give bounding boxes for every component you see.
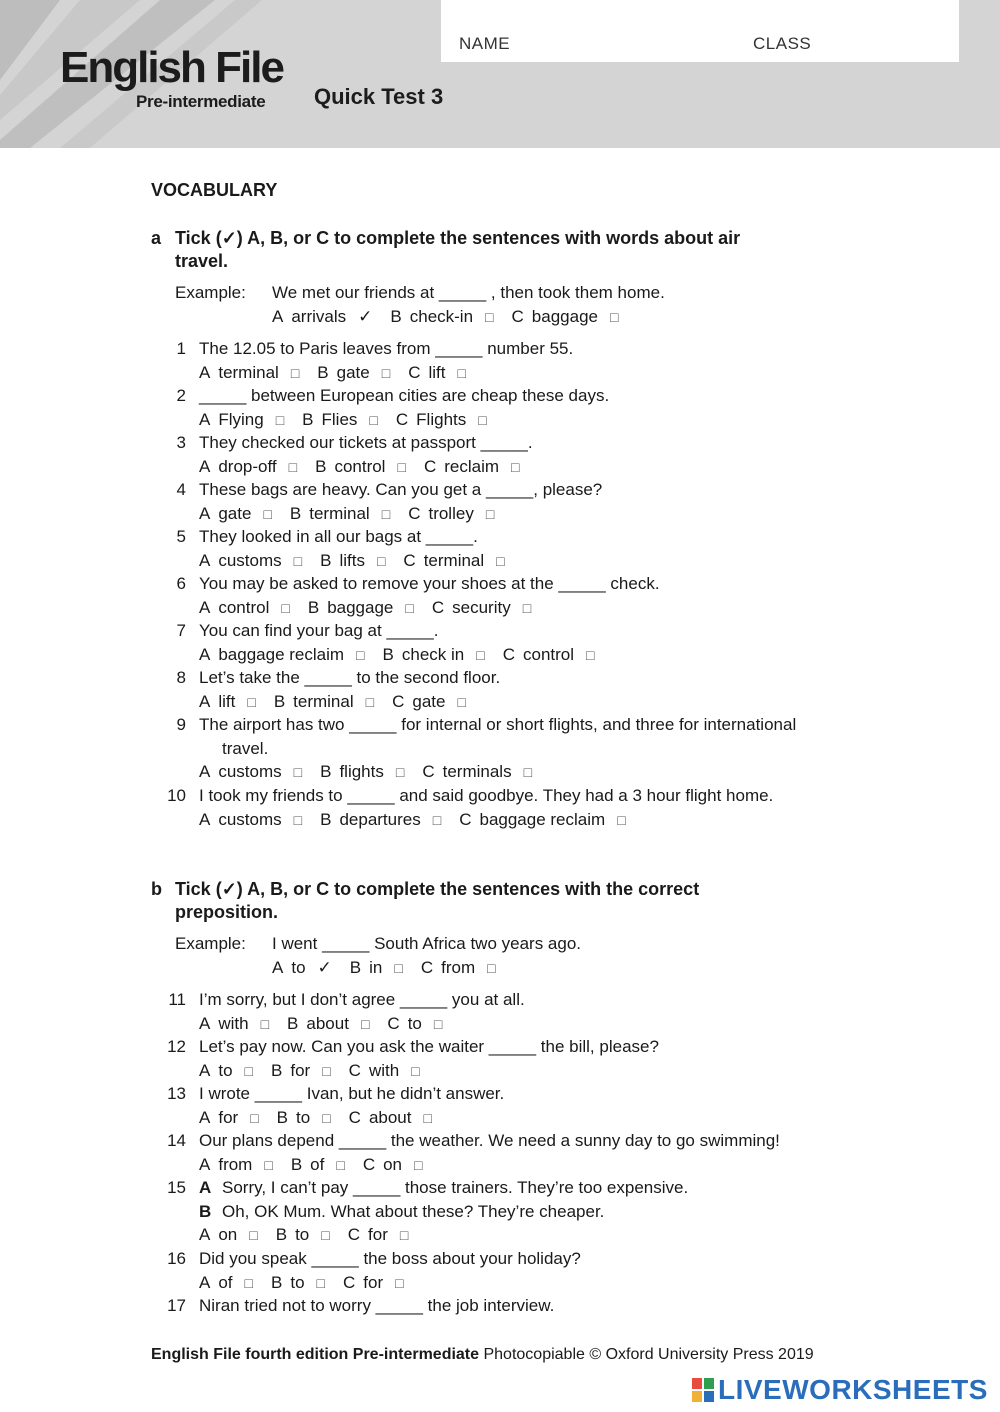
- option-text: check-in: [409, 307, 474, 326]
- option-text: of: [310, 1154, 325, 1174]
- question-options: [199, 457, 537, 477]
- option-text: Flying: [218, 409, 264, 429]
- liveworksheets-watermark: [692, 1374, 988, 1406]
- answer-checkbox[interactable]: □: [586, 646, 595, 663]
- answer-checkbox[interactable]: □: [432, 811, 442, 828]
- option-text: with: [368, 1060, 400, 1080]
- option-a[interactable]: [199, 1014, 269, 1033]
- option-letter: C: [343, 1272, 356, 1292]
- question-number: 3: [176, 433, 186, 452]
- option-letter: B: [307, 597, 320, 617]
- option-letter: A: [199, 691, 211, 711]
- option-letter: B: [290, 1154, 303, 1174]
- answer-checkbox[interactable]: □: [487, 960, 496, 976]
- answer-checkbox[interactable]: □: [395, 1274, 404, 1291]
- option-letter: C: [422, 762, 435, 781]
- option-a[interactable]: [199, 810, 302, 829]
- option-text: for: [368, 1225, 388, 1244]
- option-a[interactable]: [199, 551, 302, 570]
- answer-checkbox[interactable]: □: [321, 1227, 330, 1243]
- option-letter: A: [199, 1107, 211, 1127]
- option-b[interactable]: [271, 1273, 325, 1292]
- option-c[interactable]: [392, 692, 466, 711]
- answer-checkbox[interactable]: □: [260, 1015, 270, 1032]
- option-text: from: [441, 958, 476, 977]
- example-sentence: We met our friends at _____ , then took them home.: [272, 283, 665, 302]
- answer-checkbox[interactable]: □: [244, 1062, 253, 1079]
- header-banner: [0, 0, 1000, 148]
- question-text: I took my friends to _____ and said goodbye. They had a 3 hour flight home.: [199, 786, 774, 805]
- option-letter: C: [408, 503, 421, 523]
- question-number: 2: [176, 386, 186, 405]
- option-c[interactable]: [396, 410, 487, 429]
- option-letter: A: [199, 1060, 211, 1080]
- option-letter: C: [348, 1060, 361, 1080]
- question-options: [199, 1061, 438, 1081]
- question-text: You may be asked to remove your shoes at the _____ check.: [199, 574, 660, 593]
- option-text: about: [368, 1107, 412, 1127]
- option-text: with: [218, 1013, 249, 1033]
- test-title: Quick Test 3: [314, 84, 444, 109]
- question-number: 5: [176, 527, 186, 546]
- option-c[interactable]: [421, 958, 496, 977]
- question-text: They looked in all our bags at _____.: [199, 527, 478, 546]
- option-text: customs: [218, 762, 282, 781]
- option-letter: C: [511, 307, 524, 326]
- example-label: Example:: [175, 934, 246, 953]
- option-c[interactable]: [422, 762, 532, 781]
- answer-checkbox[interactable]: □: [397, 458, 406, 475]
- instruction: Tick (✓) A, B, or C to complete the sentences with words about air: [175, 228, 741, 248]
- option-text: customs: [218, 809, 282, 829]
- question-text: They checked our tickets at passport _____.: [199, 433, 533, 452]
- answer-checkbox[interactable]: □: [405, 599, 414, 616]
- question-options: [199, 551, 523, 571]
- answer-checkbox[interactable]: □: [322, 1062, 331, 1079]
- answer-checkbox[interactable]: □: [365, 693, 375, 710]
- option-letter: A: [199, 762, 211, 781]
- name-label: NAME: [459, 34, 511, 53]
- answer-checkbox[interactable]: □: [322, 1109, 331, 1126]
- section-title: VOCABULARY: [151, 180, 278, 200]
- answer-checkbox[interactable]: □: [316, 1274, 325, 1291]
- question-number: 8: [176, 668, 186, 687]
- question-text: _____ between European cities are cheap these days.: [199, 386, 610, 405]
- option-letter: B: [315, 456, 327, 476]
- option-a[interactable]: [199, 1155, 273, 1174]
- question-number: 10: [167, 786, 186, 805]
- answer-checkbox[interactable]: □: [522, 599, 532, 616]
- question-number: 12: [167, 1037, 186, 1056]
- option-c[interactable]: [403, 551, 504, 570]
- option-letter: C: [459, 809, 472, 829]
- option-text: terminal: [293, 691, 354, 711]
- question-options: [199, 645, 612, 665]
- option-letter: A: [199, 1154, 211, 1174]
- question-options: [199, 410, 505, 430]
- question-options: [199, 692, 484, 712]
- option-letter: A: [199, 644, 211, 664]
- question-text: The 12.05 to Paris leaves from _____ number 55.: [199, 339, 574, 358]
- option-letter: C: [347, 1225, 361, 1244]
- option-b[interactable]: [350, 958, 403, 977]
- option-b[interactable]: [308, 598, 414, 617]
- option-text: on: [383, 1154, 403, 1174]
- speaker-b: B: [199, 1201, 212, 1221]
- answer-checkbox[interactable]: □: [250, 1109, 259, 1126]
- question-number: 14: [167, 1131, 186, 1150]
- option-letter: C: [403, 550, 416, 570]
- option-a[interactable]: [199, 457, 297, 476]
- answer-checkbox[interactable]: □: [433, 1015, 443, 1032]
- option-letter: B: [271, 1060, 283, 1080]
- option-text: to: [291, 958, 306, 977]
- option-b[interactable]: [320, 762, 404, 781]
- question-text: Oh, OK Mum. What about these? They’re cheaper.: [222, 1201, 605, 1221]
- option-letter: A: [199, 456, 211, 476]
- question-number: 1: [176, 339, 186, 358]
- answer-checkbox[interactable]: □: [290, 364, 300, 381]
- question-number: 9: [176, 715, 186, 734]
- option-b[interactable]: [317, 363, 390, 382]
- option-text: to: [218, 1060, 233, 1080]
- option-a[interactable]: [272, 307, 372, 326]
- footer-rest: Photocopiable © Oxford University Press 2019: [479, 1346, 814, 1363]
- liveworksheets-logo-icon: [692, 1378, 714, 1402]
- option-b[interactable]: [277, 1108, 331, 1127]
- option-text: gate: [218, 503, 252, 523]
- option-text: security: [452, 597, 511, 617]
- question-text-continued: travel.: [222, 738, 269, 758]
- option-text: in: [369, 958, 383, 977]
- option-a[interactable]: [199, 1061, 253, 1080]
- answer-checkbox[interactable]: □: [244, 1274, 253, 1291]
- answer-checkbox[interactable]: □: [288, 458, 298, 475]
- answer-checkbox[interactable]: □: [617, 811, 626, 828]
- option-c[interactable]: [363, 1155, 423, 1174]
- option-letter: B: [271, 1272, 283, 1292]
- option-text: of: [218, 1272, 233, 1292]
- option-letter: C: [408, 362, 421, 382]
- question-number: 4: [176, 480, 186, 499]
- answer-checkbox[interactable]: □: [247, 693, 256, 710]
- option-letter: B: [320, 762, 332, 781]
- option-c[interactable]: [343, 1273, 404, 1292]
- option-letter: C: [362, 1154, 376, 1174]
- example-options: [272, 307, 636, 327]
- question-options: [199, 1155, 440, 1175]
- option-a[interactable]: [272, 958, 332, 977]
- option-text: for: [363, 1272, 384, 1292]
- option-text: customs: [218, 550, 282, 570]
- option-letter: A: [199, 503, 211, 523]
- option-a[interactable]: [199, 645, 365, 664]
- option-text: arrivals: [291, 307, 347, 326]
- question-options: [199, 810, 644, 830]
- option-letter: A: [199, 1013, 211, 1033]
- option-letter: C: [395, 409, 409, 429]
- option-text: gate: [336, 362, 370, 382]
- liveworksheets-text: LIVEWORKSHEETS: [718, 1374, 988, 1405]
- option-a[interactable]: [199, 504, 272, 523]
- option-letter: C: [348, 1107, 361, 1127]
- option-letter: B: [289, 503, 302, 523]
- tick-mark[interactable]: ✓: [358, 307, 373, 326]
- option-text: lift: [218, 691, 236, 711]
- option-b[interactable]: [274, 692, 374, 711]
- option-b[interactable]: [290, 504, 390, 523]
- option-b[interactable]: [383, 645, 485, 664]
- answer-checkbox[interactable]: □: [457, 364, 466, 381]
- option-letter: B: [320, 809, 332, 829]
- question-text: Let’s pay now. Can you ask the waiter _____ the bill, please?: [199, 1037, 659, 1056]
- speaker-a: A: [199, 1178, 212, 1197]
- option-b[interactable]: [302, 410, 378, 429]
- option-letter: B: [287, 1013, 299, 1033]
- option-text: departures: [339, 809, 421, 829]
- option-a[interactable]: [199, 1273, 253, 1292]
- option-c[interactable]: [459, 810, 625, 829]
- option-text: terminal: [423, 550, 485, 570]
- question-number: 13: [167, 1084, 186, 1103]
- answer-checkbox[interactable]: □: [411, 1062, 420, 1079]
- footer-bold: English File fourth edition Pre-intermediate: [151, 1346, 480, 1363]
- answer-checkbox[interactable]: □: [263, 505, 272, 522]
- question-number: 17: [167, 1296, 186, 1315]
- option-text: lift: [428, 362, 446, 382]
- answer-checkbox[interactable]: □: [275, 411, 285, 428]
- option-text: baggage reclaim: [479, 809, 606, 829]
- option-text: trolley: [428, 503, 474, 523]
- option-text: to: [296, 1107, 311, 1127]
- option-letter: A: [199, 362, 211, 382]
- option-text: control: [522, 644, 575, 664]
- option-text: terminals: [442, 762, 512, 781]
- option-c[interactable]: [349, 1061, 420, 1080]
- option-b[interactable]: [271, 1061, 331, 1080]
- option-c[interactable]: [432, 598, 531, 617]
- option-letter: A: [272, 958, 284, 977]
- answer-checkbox[interactable]: □: [293, 811, 303, 828]
- answer-checkbox[interactable]: □: [485, 309, 494, 325]
- question-options: [199, 1273, 422, 1293]
- option-text: about: [306, 1013, 349, 1033]
- question-options: [199, 762, 550, 782]
- question-options: [199, 1108, 450, 1128]
- option-letter: C: [387, 1013, 400, 1033]
- option-c[interactable]: [349, 1108, 432, 1127]
- answer-checkbox[interactable]: □: [356, 646, 365, 663]
- option-c[interactable]: [424, 457, 520, 476]
- option-text: terminal: [218, 362, 279, 382]
- option-text: to: [290, 1272, 305, 1292]
- option-text: check in: [401, 644, 465, 664]
- section-letter: a: [151, 228, 162, 248]
- question-text: Let’s take the _____ to the second floor.: [199, 668, 501, 687]
- answer-checkbox[interactable]: □: [476, 646, 485, 663]
- answer-checkbox[interactable]: □: [457, 693, 466, 710]
- option-letter: C: [502, 644, 515, 664]
- question-text: Did you speak _____ the boss about your holiday?: [199, 1249, 581, 1268]
- logo: [60, 43, 283, 112]
- option-b[interactable]: [320, 810, 441, 829]
- answer-checkbox[interactable]: □: [478, 411, 487, 428]
- option-a[interactable]: [199, 692, 256, 711]
- question-number: 16: [167, 1249, 186, 1268]
- answer-checkbox[interactable]: □: [399, 1227, 409, 1243]
- answer-checkbox[interactable]: □: [376, 552, 386, 569]
- option-text: to: [407, 1013, 422, 1033]
- instruction: Tick (✓) A, B, or C to complete the sentences with the correct: [175, 879, 700, 899]
- option-c[interactable]: [348, 1225, 409, 1244]
- answer-checkbox[interactable]: □: [511, 458, 520, 475]
- answer-checkbox[interactable]: □: [609, 309, 619, 325]
- question-options: [199, 1014, 460, 1034]
- question-number: 6: [176, 574, 186, 593]
- option-a[interactable]: [199, 410, 284, 429]
- option-letter: A: [199, 1225, 211, 1244]
- option-text: lifts: [339, 550, 365, 570]
- option-text: baggage reclaim: [218, 644, 345, 664]
- option-text: for: [218, 1107, 239, 1127]
- answer-checkbox[interactable]: □: [414, 1156, 423, 1173]
- name-class-box[interactable]: [441, 0, 959, 62]
- answer-checkbox[interactable]: □: [281, 599, 290, 616]
- question-options: [199, 1225, 426, 1245]
- class-label: CLASS: [753, 34, 812, 53]
- example-sentence: I went _____ South Africa two years ago.: [272, 934, 582, 953]
- answer-checkbox[interactable]: □: [336, 1156, 345, 1173]
- example-label: Example:: [175, 283, 246, 302]
- option-letter: A: [272, 307, 284, 326]
- answer-checkbox[interactable]: □: [249, 1227, 258, 1243]
- question-text: Our plans depend _____ the weather. We need a sunny day to go swimming!: [199, 1131, 780, 1150]
- instruction-continued: preposition.: [175, 902, 278, 922]
- option-text: reclaim: [444, 456, 500, 476]
- option-letter: A: [199, 809, 211, 829]
- question-text: Niran tried not to worry _____ the job interview.: [199, 1296, 555, 1315]
- option-text: control: [218, 597, 270, 617]
- logo-title: English File: [60, 43, 283, 92]
- question-text: You can find your bag at _____.: [199, 621, 439, 640]
- option-b[interactable]: [287, 1014, 369, 1033]
- footer: [151, 1346, 814, 1364]
- option-text: drop-off: [218, 456, 277, 476]
- answer-checkbox[interactable]: □: [369, 411, 378, 428]
- option-text: Flights: [416, 409, 467, 429]
- option-text: gate: [412, 691, 446, 711]
- question-text: I’m sorry, but I don’t agree _____ you at all.: [199, 990, 525, 1009]
- option-letter: B: [302, 409, 314, 429]
- option-b[interactable]: [390, 307, 493, 326]
- option-a[interactable]: [199, 1108, 259, 1127]
- answer-checkbox[interactable]: □: [485, 505, 495, 522]
- option-letter: C: [431, 597, 445, 617]
- option-c[interactable]: [387, 1014, 442, 1033]
- option-c[interactable]: [408, 363, 466, 382]
- option-letter: A: [199, 550, 211, 570]
- option-text: control: [334, 456, 386, 476]
- answer-checkbox[interactable]: □: [523, 764, 533, 780]
- option-letter: B: [320, 550, 332, 570]
- answer-checkbox[interactable]: □: [395, 764, 405, 780]
- option-text: on: [218, 1225, 238, 1244]
- question-text: These bags are heavy. Can you get a _____, please?: [199, 480, 603, 499]
- option-letter: A: [199, 1272, 211, 1292]
- question-options: [199, 504, 512, 524]
- option-letter: B: [273, 691, 286, 711]
- option-text: from: [218, 1154, 253, 1174]
- option-letter: C: [423, 456, 437, 476]
- question-number: 7: [176, 621, 186, 640]
- option-letter: A: [199, 597, 211, 617]
- question-text: I wrote _____ Ivan, but he didn’t answer.: [199, 1084, 505, 1103]
- logo-subtitle: Pre-intermediate: [136, 92, 266, 111]
- option-b[interactable]: [315, 457, 406, 476]
- option-letter: C: [392, 691, 405, 711]
- option-b[interactable]: [291, 1155, 345, 1174]
- option-letter: B: [275, 1225, 288, 1244]
- answer-checkbox[interactable]: □: [293, 764, 303, 780]
- answer-checkbox[interactable]: □: [423, 1109, 432, 1126]
- option-letter: B: [382, 644, 394, 664]
- option-text: terminal: [309, 503, 370, 523]
- answer-checkbox[interactable]: □: [293, 552, 303, 569]
- answer-checkbox[interactable]: □: [381, 364, 391, 381]
- option-text: baggage: [327, 597, 394, 617]
- option-a[interactable]: [199, 598, 290, 617]
- question-number: 15: [167, 1178, 186, 1197]
- option-letter: B: [390, 307, 402, 326]
- option-a[interactable]: [199, 363, 299, 382]
- example-options: [272, 958, 514, 978]
- option-c[interactable]: [503, 645, 595, 664]
- option-text: flights: [339, 762, 384, 781]
- option-letter: B: [349, 958, 362, 977]
- option-letter: B: [317, 362, 329, 382]
- option-text: for: [290, 1060, 311, 1080]
- question-text: The airport has two _____ for internal or short flights, and three for international: [199, 715, 797, 734]
- answer-checkbox[interactable]: □: [496, 552, 505, 569]
- option-b[interactable]: [320, 551, 385, 570]
- answer-checkbox[interactable]: □: [394, 960, 403, 976]
- option-text: baggage: [531, 307, 598, 326]
- question-text: Sorry, I can’t pay _____ those trainers. They’re too expensive.: [222, 1178, 689, 1197]
- option-c[interactable]: [408, 504, 494, 523]
- option-a[interactable]: [199, 1225, 258, 1244]
- answer-checkbox[interactable]: □: [360, 1015, 370, 1032]
- option-a[interactable]: [199, 762, 302, 781]
- option-text: Flies: [321, 409, 358, 429]
- option-letter: B: [276, 1107, 288, 1127]
- option-letter: C: [420, 958, 434, 977]
- question-number: 11: [168, 990, 186, 1009]
- answer-checkbox[interactable]: □: [264, 1156, 273, 1173]
- tick-mark[interactable]: ✓: [317, 958, 332, 977]
- question-options: [199, 363, 484, 383]
- option-b[interactable]: [276, 1225, 330, 1244]
- instruction-continued: travel.: [175, 251, 229, 271]
- answer-checkbox[interactable]: □: [381, 505, 391, 522]
- section-letter: b: [151, 879, 162, 899]
- option-text: to: [295, 1225, 310, 1244]
- option-letter: A: [199, 409, 211, 429]
- question-options: [199, 598, 549, 618]
- option-c[interactable]: [512, 307, 619, 326]
